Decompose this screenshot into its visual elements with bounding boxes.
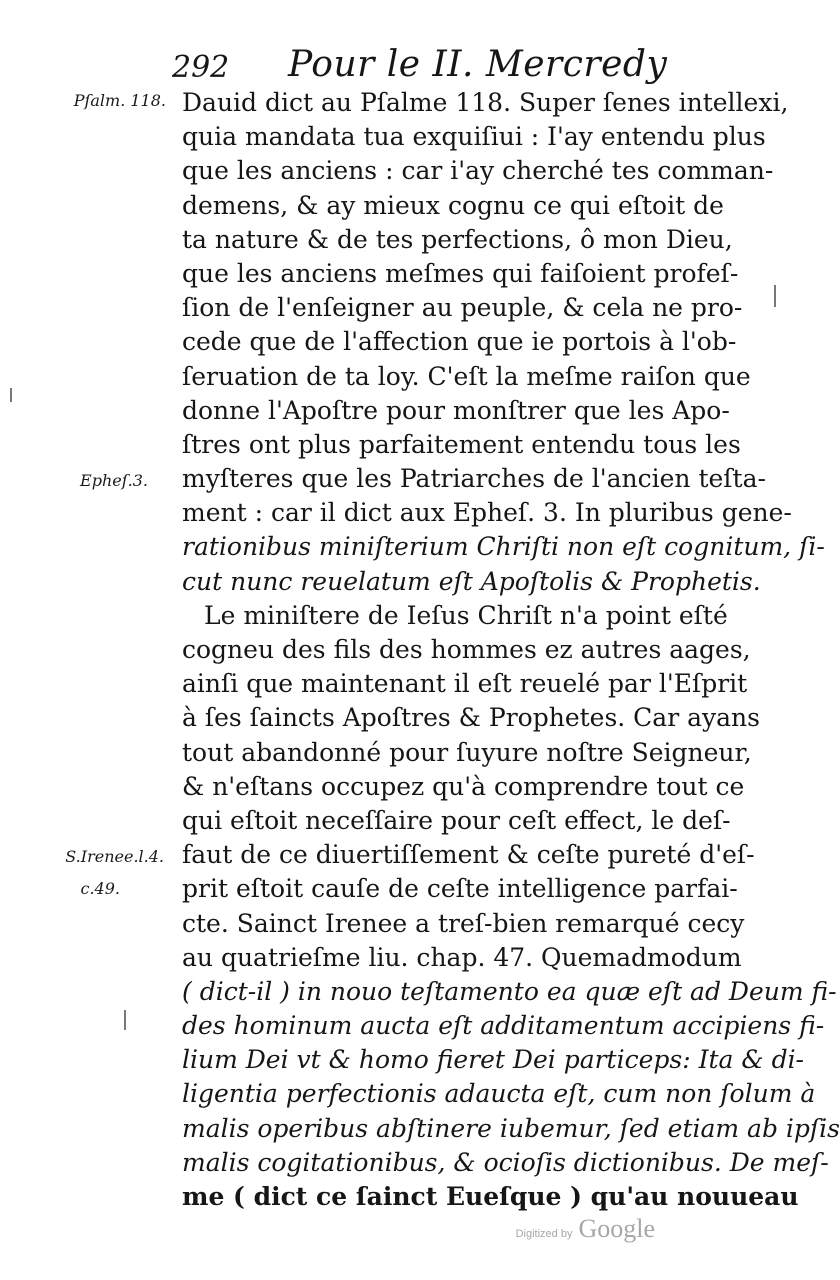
text-line: Le miniſtere de Ieſus Chriſt n'a point eſté bbox=[204, 600, 728, 630]
text-line: ſeruation de ta loy. C'eſt la meſme raiſon que bbox=[182, 361, 751, 391]
text-line: à ſes ſaincts Apoſtres & Prophetes. Car ayans bbox=[182, 703, 760, 733]
text-line: faut de ce diuertiſſement & ceſte pureté d'eſ- bbox=[182, 840, 755, 870]
text-line: ſtres ont plus parfaitement entendu tous les bbox=[182, 429, 741, 459]
text-line: quia mandata tua exquiſiui : I'ay entendu plus bbox=[182, 122, 766, 152]
body-text bbox=[182, 86, 840, 1214]
text-line: donne l'Apoſtre pour monſtrer que les Apo- bbox=[182, 395, 730, 425]
text-line: demens, & ay mieux cognu ce qui eſtoit de bbox=[182, 190, 724, 220]
margin-mark bbox=[124, 1010, 126, 1030]
google-logo: Google bbox=[578, 1214, 655, 1243]
margin-mark bbox=[10, 388, 12, 402]
text-line: cte. Sainct Irenee a treſ-bien remarqué cecy bbox=[182, 908, 745, 938]
text-line: malis operibus abſtinere iubemur, ſed etiam ab ipſis bbox=[182, 1113, 840, 1143]
page-number: 292 bbox=[172, 50, 230, 85]
text-line: que les anciens meſmes qui faiſoient profeſ- bbox=[182, 258, 739, 288]
text-line: prit eſtoit cauſe de ceſte intelligence parfai- bbox=[182, 874, 738, 904]
text-line: cut nunc reuelatum eſt Apoſtolis & Prophetis. bbox=[182, 566, 761, 596]
text-line: me ( dict ce ſainct Eueſque ) qu'au nouueau bbox=[182, 1182, 799, 1211]
margin-mark bbox=[774, 285, 776, 307]
margin-note-chapter: c.49. bbox=[80, 879, 120, 898]
text-line: cogneu des fils des hommes ez autres aages, bbox=[182, 635, 751, 664]
google-watermark bbox=[516, 1214, 655, 1244]
page-header bbox=[172, 44, 692, 92]
text-line: ment : car il dict aux Epheſ. 3. In pluribus gene- bbox=[182, 498, 792, 528]
text-line: des hominum aucta eſt additamentum accipiens fi- bbox=[182, 1011, 825, 1041]
text-line: & n'eſtans occupez qu'à comprendre tout ce bbox=[182, 771, 745, 801]
margin-note-psalm: Pſalm. 118. bbox=[73, 91, 166, 110]
margin-note-ephes: Epheſ.3. bbox=[80, 471, 148, 490]
text-line: tout abandonné pour ſuyure noſtre Seigneur, bbox=[182, 737, 752, 767]
text-line: ligentia perfectionis adaucta eſt, cum non ſolum à bbox=[182, 1079, 816, 1109]
text-line: rationibus miniſterium Chriſti non eſt cognitum, ſi- bbox=[182, 532, 825, 562]
text-line: ſion de l'enſeigner au peuple, & cela ne pro- bbox=[182, 293, 743, 323]
text-line: malis cogitationibus, & ocioſis dictionibus. De meſ- bbox=[182, 1147, 829, 1177]
text-line: cede que de l'affection que ie portois à l'ob- bbox=[182, 327, 737, 357]
margin-note-irenee: S.Irenee.l.4. bbox=[65, 847, 164, 866]
text-line: ( dict-il ) in nouo teſtamento ea quæ eſt ad Deum fi- bbox=[182, 976, 837, 1006]
text-line: Dauid dict au Pſalme 118. Super ſenes intellexi, bbox=[182, 88, 789, 117]
text-line: lium Dei vt & homo fieret Dei particeps: Ita & di- bbox=[182, 1045, 805, 1075]
text-line: que les anciens : car i'ay cherché tes comman- bbox=[182, 156, 774, 186]
text-line: ainſi que maintenant il eſt reuelé par l'Eſprit bbox=[182, 669, 748, 699]
text-line: ta nature & de tes perfections, ô mon Dieu, bbox=[182, 224, 733, 254]
running-title: Pour le II. Mercredy bbox=[288, 44, 668, 85]
text-line: qui eſtoit neceſſaire pour ceſt effect, le deſ- bbox=[182, 805, 731, 835]
text-line: au quatrieſme liu. chap. 47. Quemadmodum bbox=[182, 942, 742, 972]
watermark-prefix: Digitized by bbox=[515, 1228, 573, 1240]
text-line: myſteres que les Patriarches de l'ancien teſta- bbox=[182, 464, 766, 494]
